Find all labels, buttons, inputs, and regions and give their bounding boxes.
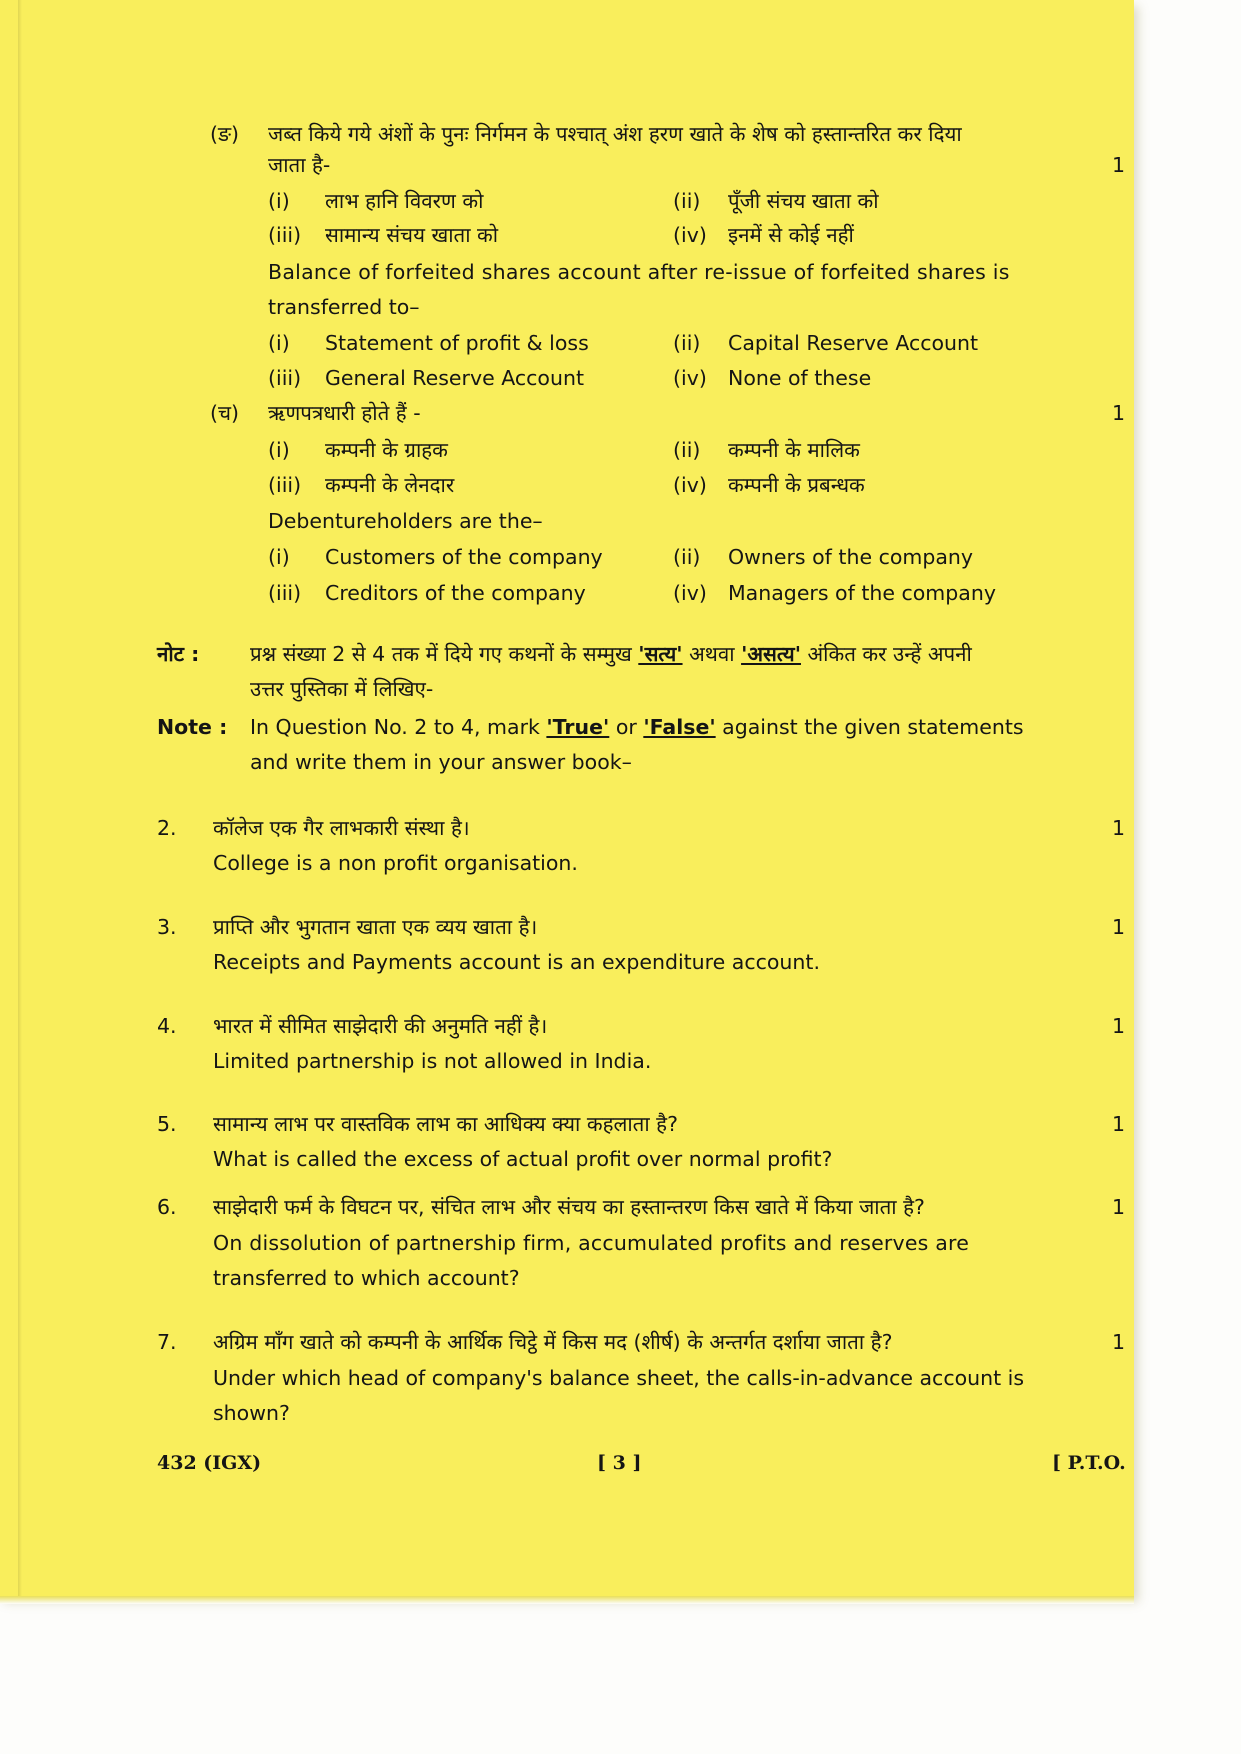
q7-number: 7. [157, 1330, 177, 1354]
q3-number: 3. [157, 915, 177, 939]
q1e-en-opt-i: Statement of profit & loss [325, 331, 589, 355]
q1f-english: Debentureholders are the– [268, 509, 543, 533]
q1e-en-opt-ii-num: (ii) [673, 331, 701, 355]
q6-number: 6. [157, 1195, 177, 1219]
q1e-english-line2: transferred to– [268, 295, 420, 319]
q1e-label: (ङ) [210, 122, 240, 146]
q3-hindi: प्राप्ति और भुगतान खाता एक व्यय खाता है। [213, 915, 538, 939]
q1f-hindi: ऋणपत्रधारी होते हैं - [268, 401, 421, 425]
q1e-hi-opt-iv-num: (iv) [673, 223, 707, 247]
q1e-en-opt-i-num: (i) [268, 331, 290, 355]
note-hindi-true: 'सत्य' [638, 642, 683, 666]
q7-english-line2: shown? [213, 1401, 290, 1425]
q1e-marks: 1 [1112, 153, 1126, 177]
q1e-en-opt-iii: General Reserve Account [325, 366, 584, 390]
paper-bottom-edge [0, 1596, 1134, 1604]
q2-hindi: कॉलेज एक गैर लाभकारी संस्था है। [213, 816, 470, 840]
q2-marks: 1 [1112, 816, 1126, 840]
please-turn-over: [ P.T.O. [1052, 1452, 1126, 1474]
note-hindi-label: नोट : [157, 642, 200, 666]
q1e-hi-opt-iv: इनमें से कोई नहीं [728, 223, 854, 247]
q7-hindi: अग्रिम माँग खाते को कम्पनी के आर्थिक चिट्ठे में किस मद (शीर्ष) के अन्तर्गत दर्शाया जाता है? [213, 1330, 893, 1354]
note-english-true: 'True' [546, 715, 610, 739]
q1f-hi-opt-i: कम्पनी के ग्राहक [325, 438, 448, 462]
q7-marks: 1 [1112, 1330, 1126, 1354]
q1f-hi-opt-iii-num: (iii) [268, 473, 302, 497]
note-hindi-false: 'असत्य' [741, 642, 801, 666]
note-hindi-mid: अथवा [682, 642, 742, 666]
q1f-hi-opt-iii: कम्पनी के लेनदार [325, 473, 455, 497]
q1e-en-opt-iv: None of these [728, 366, 872, 390]
q3-english: Receipts and Payments account is an expenditure account. [213, 950, 820, 974]
note-hindi-post: अंकित कर उन्हें अपनी [800, 642, 972, 666]
note-english-pre: In Question No. 2 to 4, mark [250, 715, 547, 739]
q1e-en-opt-ii: Capital Reserve Account [728, 331, 979, 355]
q1e-hindi-line1: जब्त किये गये अंशों के पुनः निर्गमन के पश्चात् अंश हरण खाते के शेष को हस्तान्तरित कर दिया [268, 122, 962, 146]
q1e-hi-opt-ii-num: (ii) [673, 189, 701, 213]
q2-number: 2. [157, 816, 177, 840]
q4-number: 4. [157, 1014, 177, 1038]
note-english-mid: or [609, 715, 644, 739]
q1f-en-opt-i: Customers of the company [325, 545, 603, 569]
q1e-hi-opt-ii: पूँजी संचय खाता को [728, 189, 879, 213]
q1e-hi-opt-iii-num: (iii) [268, 223, 302, 247]
q1e-hindi-line2: जाता है- [268, 153, 331, 177]
note-hindi-line1 [250, 637, 972, 671]
note-english-false: 'False' [643, 715, 716, 739]
q1f-hi-opt-iv: कम्पनी के प्रबन्धक [728, 473, 865, 497]
q4-marks: 1 [1112, 1014, 1126, 1038]
q1f-en-opt-iii-num: (iii) [268, 581, 302, 605]
q7-english-line1: Under which head of company's balance sheet, the calls-in-advance account is [213, 1366, 1025, 1390]
q1e-hi-opt-i: लाभ हानि विवरण को [325, 189, 484, 213]
note-hindi-pre: प्रश्न संख्या 2 से 4 तक में दिये गए कथनों के सम्मुख [250, 642, 639, 666]
q3-marks: 1 [1112, 915, 1126, 939]
q1e-en-opt-iv-num: (iv) [673, 366, 707, 390]
note-english-line1 [250, 710, 1024, 744]
note-english-post: against the given statements [715, 715, 1024, 739]
q5-marks: 1 [1112, 1112, 1126, 1136]
page-number: [ 3 ] [597, 1452, 642, 1474]
paper-fold-shadow [18, 0, 22, 1596]
q1f-label: (च) [210, 401, 240, 425]
q1e-english-line1: Balance of forfeited shares account after re-issue of forfeited shares is [268, 260, 1010, 284]
q1f-hi-opt-ii-num: (ii) [673, 438, 701, 462]
note-english-label: Note : [157, 715, 228, 739]
q1f-hi-opt-ii: कम्पनी के मालिक [728, 438, 860, 462]
note-hindi-line2: उत्तर पुस्तिका में लिखिए- [250, 677, 434, 701]
q5-hindi: सामान्य लाभ पर वास्तविक लाभ का आधिक्य क्या कहलाता है? [213, 1112, 678, 1136]
q5-number: 5. [157, 1112, 177, 1136]
q1f-en-opt-ii-num: (ii) [673, 545, 701, 569]
q2-english: College is a non profit organisation. [213, 851, 578, 875]
q6-english-line2: transferred to which account? [213, 1266, 520, 1290]
q1e-hi-opt-iii: सामान्य संचय खाता को [325, 223, 499, 247]
q1f-en-opt-iv-num: (iv) [673, 581, 707, 605]
q1f-en-opt-iii: Creditors of the company [325, 581, 586, 605]
q1f-hi-opt-iv-num: (iv) [673, 473, 707, 497]
q1f-hi-opt-i-num: (i) [268, 438, 290, 462]
q1f-en-opt-ii: Owners of the company [728, 545, 974, 569]
q4-hindi: भारत में सीमित साझेदारी की अनुमति नहीं है। [213, 1014, 548, 1038]
q1e-hi-opt-i-num: (i) [268, 189, 290, 213]
q6-marks: 1 [1112, 1195, 1126, 1219]
note-english-line2: and write them in your answer book– [250, 750, 632, 774]
paper-code: 432 (IGX) [157, 1452, 262, 1474]
q1f-marks: 1 [1112, 401, 1126, 425]
q1f-en-opt-i-num: (i) [268, 545, 290, 569]
q5-english: What is called the excess of actual profit over normal profit? [213, 1147, 833, 1171]
q4-english: Limited partnership is not allowed in India. [213, 1049, 652, 1073]
q6-english-line1: On dissolution of partnership firm, accumulated profits and reserves are [213, 1231, 970, 1255]
q1f-en-opt-iv: Managers of the company [728, 581, 996, 605]
q6-hindi: साझेदारी फर्म के विघटन पर, संचित लाभ और संचय का हस्तान्तरण किस खाते में किया जाता है? [213, 1195, 925, 1219]
q1e-en-opt-iii-num: (iii) [268, 366, 302, 390]
